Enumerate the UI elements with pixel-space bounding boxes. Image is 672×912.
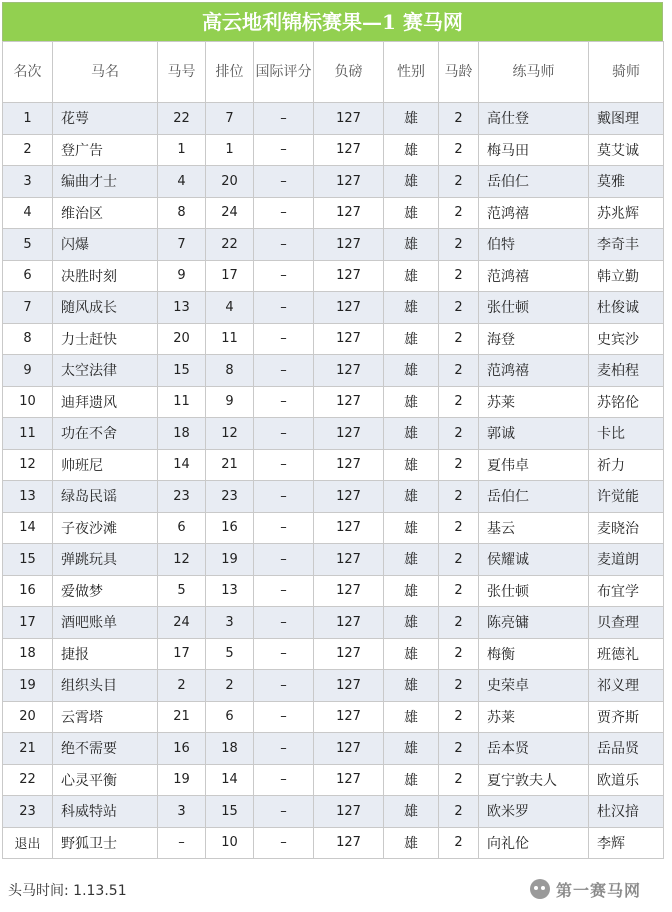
cell-rating: –	[254, 449, 314, 481]
cell-horse-name: 随风成长	[53, 292, 158, 324]
cell-rank: 14	[3, 512, 53, 544]
cell-draw: 18	[206, 733, 254, 765]
cell-jockey: 贾齐斯	[589, 701, 664, 733]
cell-draw: 4	[206, 292, 254, 324]
cell-sex: 雄	[384, 229, 439, 261]
cell-jockey: 许觉能	[589, 481, 664, 513]
cell-rank: 3	[3, 166, 53, 198]
cell-weight: 127	[314, 638, 384, 670]
cell-age: 2	[439, 733, 479, 765]
cell-draw: 8	[206, 355, 254, 387]
table-row	[3, 292, 664, 324]
cell-horse-name: 心灵平衡	[53, 764, 158, 796]
cell-rank: 退出	[3, 827, 53, 859]
cell-jockey: 祁义理	[589, 670, 664, 702]
cell-age: 2	[439, 166, 479, 198]
cell-sex: 雄	[384, 733, 439, 765]
cell-rating: –	[254, 323, 314, 355]
cell-weight: 127	[314, 166, 384, 198]
cell-weight: 127	[314, 323, 384, 355]
cell-sex: 雄	[384, 418, 439, 450]
cell-rating: –	[254, 386, 314, 418]
cell-horse-name: 云霄塔	[53, 701, 158, 733]
cell-draw: 21	[206, 449, 254, 481]
cell-rank: 18	[3, 638, 53, 670]
cell-jockey: 苏兆辉	[589, 197, 664, 229]
table-row	[3, 607, 664, 639]
cell-weight: 127	[314, 197, 384, 229]
cell-trainer: 岳伯仁	[479, 481, 589, 513]
results-panel	[2, 2, 663, 859]
cell-rank: 7	[3, 292, 53, 324]
cell-jockey: 麦晓治	[589, 512, 664, 544]
cell-sex: 雄	[384, 103, 439, 135]
cell-jockey: 布宜学	[589, 575, 664, 607]
cell-draw: 22	[206, 229, 254, 261]
cell-age: 2	[439, 292, 479, 324]
cell-weight: 127	[314, 796, 384, 828]
cell-jockey: 韩立勤	[589, 260, 664, 292]
cell-horse-name: 功在不舍	[53, 418, 158, 450]
cell-rating: –	[254, 355, 314, 387]
cell-draw: 7	[206, 103, 254, 135]
cell-horse-name: 帅班尼	[53, 449, 158, 481]
cell-horse-number: 13	[158, 292, 206, 324]
header-rating: 国际评分	[254, 42, 314, 103]
cell-jockey: 班德礼	[589, 638, 664, 670]
cell-horse-number: 24	[158, 607, 206, 639]
cell-weight: 127	[314, 386, 384, 418]
header-jockey: 骑师	[589, 42, 664, 103]
page-title: 高云地利锦标赛果—1 赛马网	[2, 2, 663, 41]
cell-trainer: 岳本贤	[479, 733, 589, 765]
cell-sex: 雄	[384, 292, 439, 324]
cell-rank: 6	[3, 260, 53, 292]
cell-sex: 雄	[384, 386, 439, 418]
cell-horse-number: 18	[158, 418, 206, 450]
cell-jockey: 杜汉揞	[589, 796, 664, 828]
cell-weight: 127	[314, 355, 384, 387]
cell-sex: 雄	[384, 607, 439, 639]
cell-age: 2	[439, 418, 479, 450]
cell-jockey: 李奇丰	[589, 229, 664, 261]
table-row	[3, 670, 664, 702]
cell-trainer: 张仕顿	[479, 575, 589, 607]
cell-jockey: 麦道朗	[589, 544, 664, 576]
cell-sex: 雄	[384, 512, 439, 544]
winning-time: 头马时间: 1.13.51	[8, 883, 127, 899]
cell-rating: –	[254, 638, 314, 670]
cell-age: 2	[439, 827, 479, 859]
wechat-icon	[530, 879, 550, 899]
table-row	[3, 449, 664, 481]
cell-horse-name: 酒吧账单	[53, 607, 158, 639]
cell-sex: 雄	[384, 134, 439, 166]
cell-rank: 10	[3, 386, 53, 418]
table-row	[3, 796, 664, 828]
cell-horse-name: 捷报	[53, 638, 158, 670]
cell-horse-number: 9	[158, 260, 206, 292]
cell-sex: 雄	[384, 701, 439, 733]
cell-horse-name: 野狐卫士	[53, 827, 158, 859]
cell-draw: 24	[206, 197, 254, 229]
cell-draw: 13	[206, 575, 254, 607]
table-row	[3, 260, 664, 292]
cell-sex: 雄	[384, 575, 439, 607]
cell-horse-name: 花萼	[53, 103, 158, 135]
cell-age: 2	[439, 670, 479, 702]
cell-rating: –	[254, 292, 314, 324]
cell-horse-number: 2	[158, 670, 206, 702]
cell-trainer: 夏伟卓	[479, 449, 589, 481]
header-rank: 名次	[3, 42, 53, 103]
cell-trainer: 欧米罗	[479, 796, 589, 828]
cell-horse-number: 16	[158, 733, 206, 765]
cell-horse-number: 5	[158, 575, 206, 607]
cell-horse-number: 23	[158, 481, 206, 513]
cell-draw: 1	[206, 134, 254, 166]
cell-sex: 雄	[384, 197, 439, 229]
table-row	[3, 827, 664, 859]
cell-trainer: 伯特	[479, 229, 589, 261]
cell-draw: 20	[206, 166, 254, 198]
cell-age: 2	[439, 512, 479, 544]
cell-trainer: 苏莱	[479, 386, 589, 418]
cell-rank: 5	[3, 229, 53, 261]
cell-trainer: 基云	[479, 512, 589, 544]
cell-draw: 10	[206, 827, 254, 859]
cell-age: 2	[439, 638, 479, 670]
cell-horse-name: 登广告	[53, 134, 158, 166]
cell-age: 2	[439, 260, 479, 292]
header-horse-number: 马号	[158, 42, 206, 103]
cell-rating: –	[254, 701, 314, 733]
cell-rank: 17	[3, 607, 53, 639]
cell-jockey: 李辉	[589, 827, 664, 859]
cell-age: 2	[439, 607, 479, 639]
cell-horse-name: 绿岛民谣	[53, 481, 158, 513]
cell-draw: 11	[206, 323, 254, 355]
cell-horse-name: 科威特站	[53, 796, 158, 828]
cell-jockey: 岳品贤	[589, 733, 664, 765]
cell-rank: 12	[3, 449, 53, 481]
cell-horse-number: 11	[158, 386, 206, 418]
cell-horse-name: 闪爆	[53, 229, 158, 261]
cell-rating: –	[254, 544, 314, 576]
cell-horse-name: 力士赶快	[53, 323, 158, 355]
cell-sex: 雄	[384, 544, 439, 576]
cell-rating: –	[254, 166, 314, 198]
cell-rank: 9	[3, 355, 53, 387]
cell-rating: –	[254, 827, 314, 859]
cell-sex: 雄	[384, 827, 439, 859]
cell-weight: 127	[314, 544, 384, 576]
cell-age: 2	[439, 103, 479, 135]
cell-weight: 127	[314, 260, 384, 292]
cell-draw: 12	[206, 418, 254, 450]
cell-rating: –	[254, 764, 314, 796]
cell-age: 2	[439, 544, 479, 576]
cell-horse-name: 迪拜遗风	[53, 386, 158, 418]
table-row	[3, 355, 664, 387]
cell-trainer: 高仕登	[479, 103, 589, 135]
table-row	[3, 166, 664, 198]
table-row	[3, 512, 664, 544]
cell-weight: 127	[314, 764, 384, 796]
cell-trainer: 侯耀诚	[479, 544, 589, 576]
cell-jockey: 贝查理	[589, 607, 664, 639]
watermark-text: 第一赛马网	[556, 880, 642, 900]
cell-rating: –	[254, 229, 314, 261]
table-row	[3, 229, 664, 261]
cell-horse-number: 17	[158, 638, 206, 670]
cell-rank: 4	[3, 197, 53, 229]
cell-sex: 雄	[384, 764, 439, 796]
cell-jockey: 麦柏程	[589, 355, 664, 387]
table-row	[3, 134, 664, 166]
cell-draw: 17	[206, 260, 254, 292]
cell-rating: –	[254, 260, 314, 292]
cell-trainer: 范鸿禧	[479, 260, 589, 292]
cell-draw: 9	[206, 386, 254, 418]
cell-age: 2	[439, 701, 479, 733]
cell-sex: 雄	[384, 481, 439, 513]
table-row	[3, 733, 664, 765]
cell-weight: 127	[314, 512, 384, 544]
cell-trainer: 范鸿禧	[479, 355, 589, 387]
cell-rating: –	[254, 418, 314, 450]
header-weight: 负磅	[314, 42, 384, 103]
cell-weight: 127	[314, 575, 384, 607]
cell-age: 2	[439, 323, 479, 355]
cell-horse-name: 绝不需要	[53, 733, 158, 765]
cell-age: 2	[439, 764, 479, 796]
cell-weight: 127	[314, 670, 384, 702]
cell-jockey: 莫雅	[589, 166, 664, 198]
table-row	[3, 575, 664, 607]
table-row	[3, 386, 664, 418]
cell-trainer: 梅衡	[479, 638, 589, 670]
cell-horse-number: 6	[158, 512, 206, 544]
cell-age: 2	[439, 796, 479, 828]
cell-jockey: 史宾沙	[589, 323, 664, 355]
cell-rating: –	[254, 796, 314, 828]
cell-rank: 1	[3, 103, 53, 135]
cell-horse-number: 20	[158, 323, 206, 355]
cell-draw: 5	[206, 638, 254, 670]
table-row	[3, 544, 664, 576]
cell-trainer: 梅马田	[479, 134, 589, 166]
cell-trainer: 范鸿禧	[479, 197, 589, 229]
cell-age: 2	[439, 481, 479, 513]
cell-jockey: 祈力	[589, 449, 664, 481]
table-row	[3, 418, 664, 450]
header-horse-name: 马名	[53, 42, 158, 103]
cell-rating: –	[254, 134, 314, 166]
cell-jockey: 苏铭伦	[589, 386, 664, 418]
cell-horse-name: 维治区	[53, 197, 158, 229]
cell-rating: –	[254, 197, 314, 229]
cell-rating: –	[254, 670, 314, 702]
table-row	[3, 197, 664, 229]
cell-rating: –	[254, 607, 314, 639]
cell-draw: 16	[206, 512, 254, 544]
cell-trainer: 向礼伦	[479, 827, 589, 859]
cell-rank: 19	[3, 670, 53, 702]
cell-weight: 127	[314, 827, 384, 859]
header-trainer: 练马师	[479, 42, 589, 103]
cell-trainer: 陈亮镛	[479, 607, 589, 639]
table-row	[3, 701, 664, 733]
table-row	[3, 103, 664, 135]
cell-horse-number: 15	[158, 355, 206, 387]
cell-horse-number: 4	[158, 166, 206, 198]
cell-rating: –	[254, 512, 314, 544]
header-sex: 性别	[384, 42, 439, 103]
cell-sex: 雄	[384, 796, 439, 828]
cell-weight: 127	[314, 481, 384, 513]
cell-rank: 20	[3, 701, 53, 733]
cell-horse-number: 7	[158, 229, 206, 261]
cell-weight: 127	[314, 103, 384, 135]
cell-horse-name: 决胜时刻	[53, 260, 158, 292]
cell-draw: 2	[206, 670, 254, 702]
cell-trainer: 岳伯仁	[479, 166, 589, 198]
cell-horse-name: 太空法律	[53, 355, 158, 387]
cell-jockey: 欧道乐	[589, 764, 664, 796]
cell-sex: 雄	[384, 638, 439, 670]
cell-sex: 雄	[384, 166, 439, 198]
cell-rank: 15	[3, 544, 53, 576]
cell-rank: 8	[3, 323, 53, 355]
cell-rank: 22	[3, 764, 53, 796]
cell-sex: 雄	[384, 323, 439, 355]
cell-rating: –	[254, 575, 314, 607]
cell-horse-number: 1	[158, 134, 206, 166]
table-row	[3, 323, 664, 355]
cell-weight: 127	[314, 607, 384, 639]
cell-horse-number: 22	[158, 103, 206, 135]
cell-sex: 雄	[384, 670, 439, 702]
cell-horse-number: 12	[158, 544, 206, 576]
cell-rank: 23	[3, 796, 53, 828]
cell-rating: –	[254, 481, 314, 513]
table-header-row	[3, 42, 664, 103]
cell-weight: 127	[314, 292, 384, 324]
cell-draw: 3	[206, 607, 254, 639]
cell-horse-name: 组织头目	[53, 670, 158, 702]
cell-draw: 15	[206, 796, 254, 828]
cell-draw: 19	[206, 544, 254, 576]
table-row	[3, 764, 664, 796]
cell-sex: 雄	[384, 260, 439, 292]
cell-horse-name: 编曲才士	[53, 166, 158, 198]
cell-age: 2	[439, 386, 479, 418]
cell-rank: 11	[3, 418, 53, 450]
cell-draw: 14	[206, 764, 254, 796]
cell-horse-name: 子夜沙滩	[53, 512, 158, 544]
cell-age: 2	[439, 229, 479, 261]
cell-horse-number: 3	[158, 796, 206, 828]
watermark	[530, 877, 662, 901]
cell-trainer: 张仕顿	[479, 292, 589, 324]
cell-jockey: 戴图理	[589, 103, 664, 135]
cell-age: 2	[439, 134, 479, 166]
cell-weight: 127	[314, 701, 384, 733]
cell-age: 2	[439, 197, 479, 229]
cell-trainer: 夏宁敦夫人	[479, 764, 589, 796]
cell-horse-name: 爱做梦	[53, 575, 158, 607]
cell-horse-name: 弹跳玩具	[53, 544, 158, 576]
header-age: 马龄	[439, 42, 479, 103]
cell-jockey: 莫艾诚	[589, 134, 664, 166]
header-draw: 排位	[206, 42, 254, 103]
cell-sex: 雄	[384, 449, 439, 481]
cell-sex: 雄	[384, 355, 439, 387]
cell-age: 2	[439, 575, 479, 607]
cell-weight: 127	[314, 229, 384, 261]
cell-horse-number: –	[158, 827, 206, 859]
cell-weight: 127	[314, 733, 384, 765]
cell-age: 2	[439, 449, 479, 481]
cell-weight: 127	[314, 418, 384, 450]
cell-draw: 23	[206, 481, 254, 513]
cell-jockey: 杜俊诚	[589, 292, 664, 324]
cell-weight: 127	[314, 134, 384, 166]
cell-jockey: 卡比	[589, 418, 664, 450]
table-row	[3, 638, 664, 670]
cell-rank: 21	[3, 733, 53, 765]
cell-trainer: 海登	[479, 323, 589, 355]
cell-age: 2	[439, 355, 479, 387]
cell-weight: 127	[314, 449, 384, 481]
cell-horse-number: 21	[158, 701, 206, 733]
cell-horse-number: 19	[158, 764, 206, 796]
table-row	[3, 481, 664, 513]
cell-rank: 16	[3, 575, 53, 607]
cell-trainer: 史荣卓	[479, 670, 589, 702]
results-table	[2, 41, 664, 859]
cell-trainer: 苏莱	[479, 701, 589, 733]
cell-rank: 2	[3, 134, 53, 166]
cell-draw: 6	[206, 701, 254, 733]
cell-horse-number: 14	[158, 449, 206, 481]
cell-horse-number: 8	[158, 197, 206, 229]
cell-rank: 13	[3, 481, 53, 513]
cell-trainer: 郭诚	[479, 418, 589, 450]
cell-rating: –	[254, 733, 314, 765]
cell-rating: –	[254, 103, 314, 135]
